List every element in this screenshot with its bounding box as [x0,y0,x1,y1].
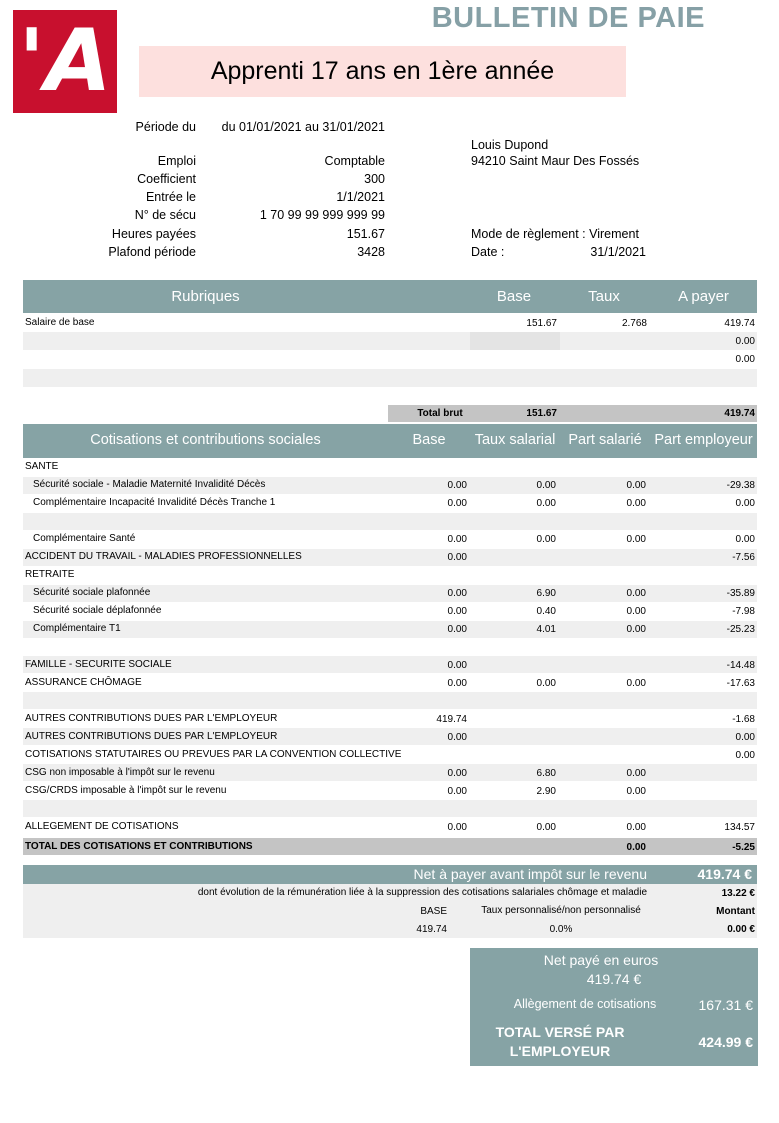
a-payer-header: A payer [678,288,729,305]
cotisation-taux: 0.40 [536,606,556,617]
total-brut-base: 151.67 [526,408,557,419]
cotisation-label: ACCIDENT DU TRAVAIL - MALADIES PROFESSIONNELLES [25,551,302,562]
employee-address: 94210 Saint Maur Des Fossés [471,154,640,168]
cotisation-emp: -7.56 [732,552,755,563]
plafond-value: 3428 [357,245,385,259]
cotisation-label: Complémentaire Incapacité Invalidité Décès Tranche 1 [33,497,276,508]
cotisation-base: 0.00 [447,678,467,689]
cotisation-taux: 0.00 [536,822,556,833]
secu-label: N° de sécu [134,208,196,222]
logo-text: 'A [18,11,112,111]
cotisation-taux: 6.80 [536,768,556,779]
cotisation-label: COTISATIONS STATUTAIRES OU PREVUES PAR LA CONVENTION COLLECTIVE [25,749,402,760]
entree-label: Entrée le [145,190,196,204]
heures-value: 151.67 [346,227,385,241]
cot-taux-header: Taux salarial [474,432,556,448]
cotisation-base: 0.00 [447,588,467,599]
cot-part-sal-header: Part salarié [568,432,642,448]
cot-base-header: Base [412,432,446,448]
cotisation-base: 0.00 [447,786,467,797]
periode-value: du 01/01/2021 au 31/01/2021 [221,120,385,134]
allegement-label: Allègement de cotisations [513,997,657,1011]
total-verse-value: 424.99 € [698,1034,753,1050]
cotisation-taux: 2.90 [536,786,556,797]
cotisation-taux: 6.90 [536,588,556,599]
emploi-value: Comptable [324,154,385,168]
net-amount: 419.74 € [697,866,752,882]
employee-name: Louis Dupond [471,138,549,152]
plafond-label: Plafond période [108,245,196,259]
cotisation-emp: -7.98 [732,606,755,617]
rubrique-taux: 2.768 [621,318,647,329]
net-paye-value: 419.74 € [586,971,642,987]
payment-mode: Mode de règlement : Virement [471,227,639,241]
base-header: Base [496,288,532,305]
rubrique-label: Salaire de base [25,317,95,328]
coefficient-value: 300 [364,172,385,186]
cotisation-label: AUTRES CONTRIBUTIONS DUES PAR L'EMPLOYEUR [25,713,278,724]
coefficient-label: Coefficient [137,172,196,186]
cotisation-sal: 0.00 [626,822,646,833]
cotisation-base: 0.00 [447,480,467,491]
evolution-label: dont évolution de la rémunération liée à la suppression des cotisations salariales chômage et maladie [197,887,647,898]
cotisation-sal: 0.00 [626,480,646,491]
secu-value: 1 70 99 99 999 999 99 [259,208,385,222]
cotisation-base: 0.00 [447,660,467,671]
base-value: 419.74 [416,924,447,935]
cotisation-label: FAMILLE - SECURITE SOCIALE [25,659,172,670]
date-value: 31/1/2021 [590,245,646,259]
rubrique-amount: 0.00 [735,336,755,347]
total-cotisations-sal: 0.00 [626,842,646,853]
total-cotisations-emp: -5.25 [732,842,755,853]
cotisation-taux: 0.00 [536,678,556,689]
cotisation-base: 0.00 [447,822,467,833]
cotisation-emp: 0.00 [735,750,755,761]
cotisation-label: AUTRES CONTRIBUTIONS DUES PAR L'EMPLOYEUR [25,731,278,742]
cotisation-emp: 0.00 [735,498,755,509]
cotisation-base: 0.00 [447,552,467,563]
row-band [23,800,757,817]
total-verse-label-1: TOTAL VERSÉ PAR [495,1024,625,1040]
cotisation-emp: 0.00 [735,534,755,545]
row-band [23,513,757,530]
cotisation-label: Sécurité sociale plafonnée [33,587,151,598]
cotisation-base: 419.74 [436,714,467,725]
cotisation-label: Sécurité sociale - Maladie Maternité Invalidité Décès [33,479,266,490]
cotisation-sal: 0.00 [626,498,646,509]
cotisation-emp: -35.89 [726,588,755,599]
cotisation-label: Sécurité sociale déplafonnée [33,605,162,616]
net-label: Net à payer avant impôt sur le revenu [413,866,647,882]
cotisations-header: Cotisations et contributions sociales [90,432,321,448]
cotisation-taux: 0.00 [536,480,556,491]
cotisation-base: 0.00 [447,606,467,617]
cotisation-label: Complémentaire T1 [33,623,121,634]
base-label: BASE [420,906,447,917]
cotisation-taux: 0.00 [536,534,556,545]
cotisation-label: CSG/CRDS imposable à l'impôt sur le revenu [25,785,227,796]
taux-perso-value: 0.0% [549,924,573,935]
rubrique-amount: 0.00 [735,354,755,365]
cotisation-emp: -25.23 [726,624,755,635]
allegement-value: 167.31 € [698,997,753,1013]
total-cotisations-label: TOTAL DES COTISATIONS ET CONTRIBUTIONS [25,841,253,852]
cotisation-base: 0.00 [447,624,467,635]
cotisation-sal: 0.00 [626,786,646,797]
row-band [470,332,560,350]
cotisation-taux: 0.00 [536,498,556,509]
cotisation-base: 0.00 [447,498,467,509]
heures-label: Heures payées [111,227,196,241]
cotisation-emp: 134.57 [724,822,755,833]
entree-value: 1/1/2021 [336,190,385,204]
cotisation-label: SANTE [25,461,59,472]
total-brut-label: Total brut [417,408,463,419]
document-title: BULLETIN DE PAIE [431,2,705,34]
periode-label: Période du [135,120,196,134]
cotisation-sal: 0.00 [626,624,646,635]
cotisation-label: RETRAITE [25,569,75,580]
rubrique-base: 151.67 [526,318,557,329]
cotisation-sal: 0.00 [626,588,646,599]
cotisation-base: 0.00 [447,534,467,545]
cotisation-sal: 0.00 [626,606,646,617]
montant-label: Montant [716,906,755,917]
cotisation-emp: -17.63 [726,678,755,689]
evolution-amount: 13.22 € [721,888,755,899]
row-band [23,369,757,387]
cotisation-emp: 0.00 [735,732,755,743]
cotisation-label: CSG non imposable à l'impôt sur le revenu [25,767,215,778]
cotisation-label: Complémentaire Santé [33,533,136,544]
cotisation-emp: -1.68 [732,714,755,725]
cotisation-emp: -29.38 [726,480,755,491]
rubrique-amount: 419.74 [724,318,755,329]
cotisation-base: 0.00 [447,732,467,743]
date-label: Date : [471,245,505,259]
cot-part-emp-header: Part employeur [654,432,753,448]
cotisation-label: ASSURANCE CHÔMAGE [25,677,142,688]
row-band [23,692,757,709]
rubriques-header: Rubriques [171,288,240,305]
cotisation-sal: 0.00 [626,768,646,779]
row-band [23,332,757,350]
total-brut-amount: 419.74 [724,408,755,419]
cotisation-sal: 0.00 [626,678,646,689]
cotisation-sal: 0.00 [626,534,646,545]
total-verse-label-2: L'EMPLOYEUR [509,1043,611,1059]
net-paye-label: Net payé en euros [543,952,659,968]
taux-header: Taux [588,288,620,305]
cotisation-taux: 4.01 [536,624,556,635]
cotisation-label: ALLEGEMENT DE COTISATIONS [25,821,179,832]
subtitle: Apprenti 17 ans en 1ère année [139,46,626,97]
taux-perso-label: Taux personnalisé/non personnalisé [481,905,641,916]
montant-value: 0.00 € [727,924,755,935]
cotisation-emp: -14.48 [726,660,755,671]
cotisation-base: 0.00 [447,768,467,779]
emploi-label: Emploi [157,154,196,168]
